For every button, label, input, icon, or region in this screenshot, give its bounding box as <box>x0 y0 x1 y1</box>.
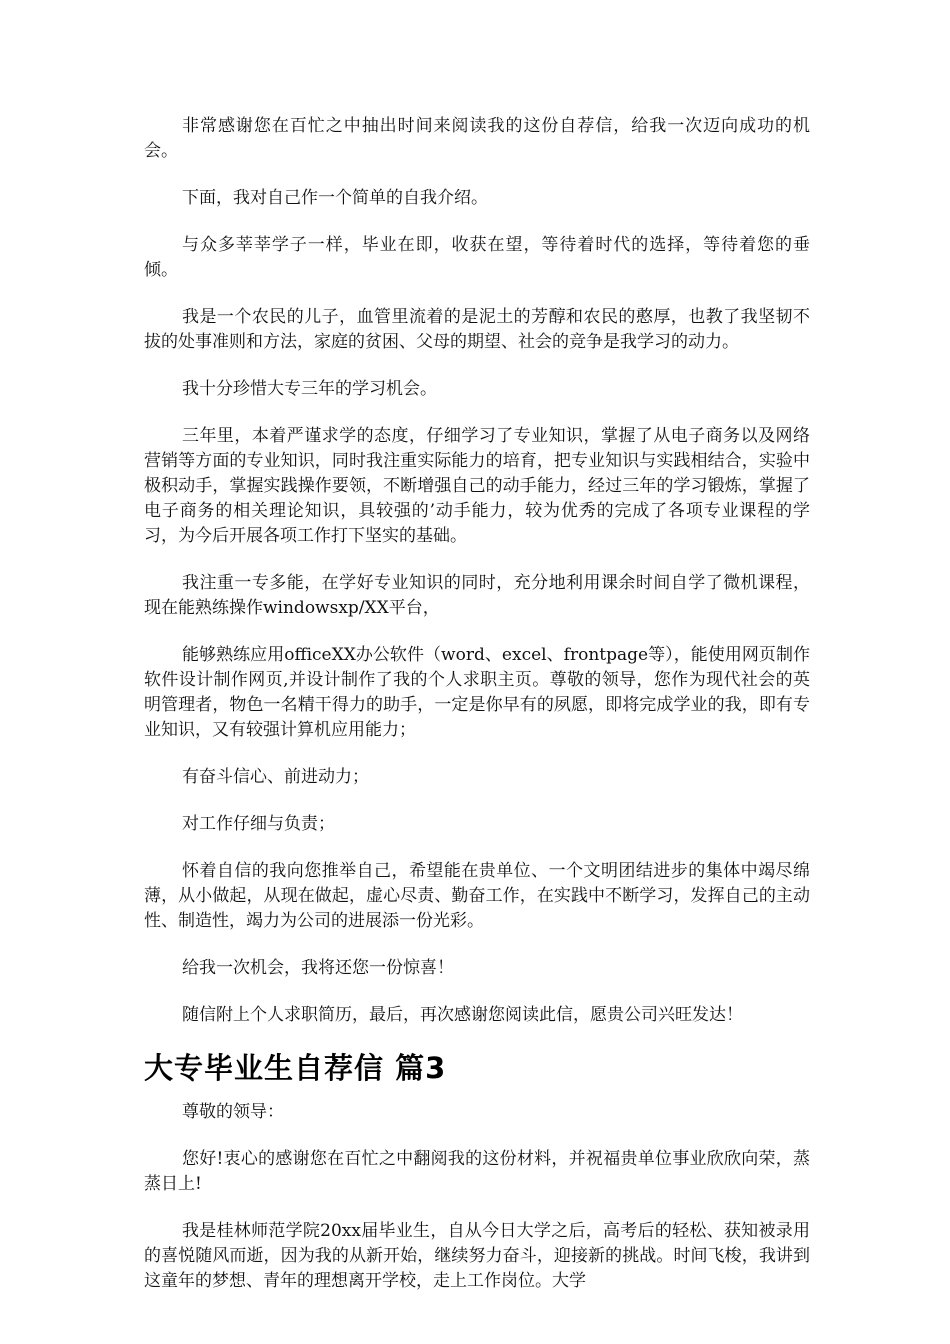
paragraph: 有奋斗信心、前进动力； <box>182 767 369 787</box>
paragraph: 尊敬的领导： <box>182 1102 284 1122</box>
paragraph: 我十分珍惜大专三年的学习机会。 <box>182 379 437 399</box>
paragraph: 对工作仔细与负责； <box>182 814 335 834</box>
paragraph: 给我一次机会，我将还您一份惊喜！ <box>182 958 454 978</box>
paragraph: 您好!衷心的感谢您在百忙之中翻阅我的这份材料，并祝福贵单位事业欣欣向荣，蒸蒸日上! <box>144 1149 810 1194</box>
document-body <box>144 114 810 1316</box>
paragraph: 下面，我对自己作一个简单的自我介绍。 <box>182 188 488 208</box>
paragraph: 我是桂林师范学院20xx届毕业生，自从今日大学之后，高考后的轻松、获知被录用的喜悦随风而逝，因为我的从新开始，继续努力奋斗，迎接新的挑战。时间飞梭，我讲到这童年的梦想、青年的理想离开学校，走上工作岗位。大学 <box>144 1221 810 1291</box>
paragraph: 我注重一专多能，在学好专业知识的同时，充分地利用课余时间自学了微机课程，现在能熟练操作windowsxp/XX平台， <box>144 573 810 618</box>
paragraph: 能够熟练应用officeXX办公软件（word、excel、frontpage等），能使用网页制作软件设计制作网页,并设计制作了我的个人求职主页。尊敬的领导，您作为现代社会的英明管理者，物色一名精干得力的助手，一定是你早有的夙愿，即将完成学业的我，即有专业知识，又有较强计算机应用能力； <box>144 645 810 740</box>
paragraph: 怀着自信的我向您推举自己，希望能在贵单位、一个文明团结进步的集体中竭尽绵薄，从小做起，从现在做起，虚心尽责、勤奋工作，在实践中不断学习，发挥自己的主动性、制造性，竭力为公司的进展添一份光彩。 <box>144 861 810 931</box>
paragraph: 非常感谢您在百忙之中抽出时间来阅读我的这份自荐信，给我一次迈向成功的机会。 <box>144 116 810 161</box>
paragraph: 三年里，本着严谨求学的态度，仔细学习了专业知识，掌握了从电子商务以及网络营销等方面的专业知识，同时我注重实际能力的培育，把专业知识与实践相结合，实验中极积动手，掌握实践操作要领，不断增强自己的动手能力，经过三年的学习锻炼，掌握了电子商务的相关理论知识，具较强的’动手能力，较为优秀的完成了各项专业课程的学习，为今后开展各项工作打下坚实的基础。 <box>144 426 810 546</box>
section-heading: 大专毕业生自荐信 篇3 <box>144 1051 447 1085</box>
paragraph: 随信附上个人求职简历，最后，再次感谢您阅读此信，愿贵公司兴旺发达！ <box>182 1005 743 1025</box>
paragraph: 与众多莘莘学子一样，毕业在即，收获在望，等待着时代的选择，等待着您的垂倾。 <box>144 235 810 280</box>
paragraph: 我是一个农民的儿子，血管里流着的是泥土的芳醇和农民的憨厚，也教了我坚韧不拔的处事准则和方法，家庭的贫困、父母的期望、社会的竞争是我学习的动力。 <box>144 307 810 352</box>
